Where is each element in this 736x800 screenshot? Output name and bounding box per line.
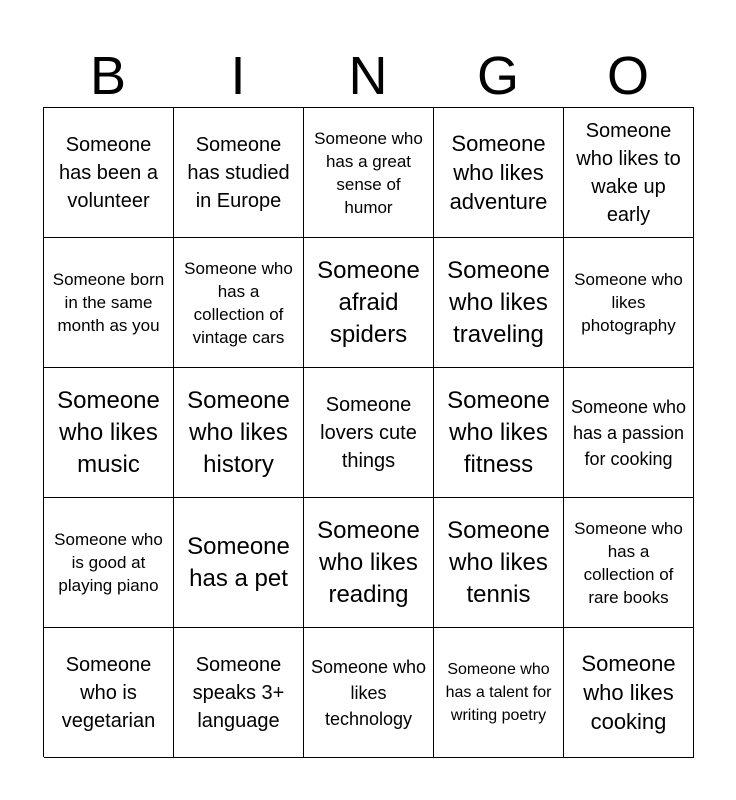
bingo-cell[interactable]	[434, 628, 564, 758]
cell-text: Someone speaks 3+ language	[192, 653, 285, 732]
bingo-cell[interactable]	[564, 368, 694, 498]
cell-text: Someone who likes technology	[310, 656, 427, 729]
cell-text: Someone who likes history	[187, 386, 290, 478]
cell-text: Someone who likes traveling	[447, 256, 550, 348]
bingo-cell[interactable]	[174, 628, 304, 758]
cell-text: Someone who has a talent for writing poetry	[445, 661, 552, 724]
bingo-cell[interactable]	[44, 238, 174, 368]
bingo-cell[interactable]	[44, 368, 174, 498]
cell-text: Someone who likes reading	[317, 516, 420, 608]
cell-text: Someone who has a passion for cooking	[570, 396, 687, 469]
bingo-cell[interactable]	[434, 498, 564, 628]
cell-text: Someone has been a volunteer	[59, 133, 158, 212]
bingo-cell[interactable]	[174, 368, 304, 498]
cell-text: Someone who likes to wake up early	[576, 119, 681, 226]
cell-text: Someone has a pet	[187, 532, 290, 592]
bingo-cell[interactable]	[174, 238, 304, 368]
cell-text: Someone has studied in Europe	[187, 133, 290, 212]
bingo-cell[interactable]	[564, 108, 694, 238]
cell-text: Someone who likes music	[57, 386, 160, 478]
bingo-cell[interactable]	[44, 628, 174, 758]
header-letter-o: O	[606, 46, 649, 106]
bingo-header	[43, 46, 693, 106]
bingo-cell[interactable]	[564, 238, 694, 368]
bingo-cell[interactable]	[174, 498, 304, 628]
cell-text: Someone who likes tennis	[447, 516, 550, 608]
cell-text: Someone who is good at playing piano	[54, 530, 163, 595]
cell-text: Someone who has a collection of vintage cars	[184, 258, 293, 347]
bingo-cell[interactable]	[44, 498, 174, 628]
cell-text: Someone afraid spiders	[317, 256, 420, 348]
cell-text: Someone who has a collection of rare books	[574, 518, 683, 607]
bingo-board	[43, 107, 694, 757]
bingo-cell[interactable]	[174, 108, 304, 238]
cell-text: Someone who is vegetarian	[61, 653, 156, 732]
bingo-cell[interactable]	[44, 108, 174, 238]
bingo-cell[interactable]	[304, 238, 434, 368]
header-letter-g: G	[476, 46, 519, 106]
cell-text: Someone who has a great sense of humor	[314, 128, 423, 217]
bingo-cell[interactable]	[304, 108, 434, 238]
bingo-cell[interactable]	[304, 498, 434, 628]
cell-text: Someone born in the same month as you	[52, 270, 165, 335]
header-letter-i: I	[230, 46, 246, 106]
bingo-cell[interactable]	[564, 628, 694, 758]
cell-text: Someone who likes adventure	[449, 131, 548, 214]
bingo-cell[interactable]	[304, 368, 434, 498]
bingo-cell[interactable]	[564, 498, 694, 628]
cell-text: Someone lovers cute things	[320, 393, 417, 472]
cell-text: Someone who likes fitness	[447, 386, 550, 478]
header-letter-b: B	[89, 46, 127, 106]
bingo-cell[interactable]	[304, 628, 434, 758]
bingo-cell[interactable]	[434, 368, 564, 498]
cell-text: Someone who likes cooking	[581, 651, 676, 734]
bingo-cell[interactable]	[434, 238, 564, 368]
header-letter-n: N	[348, 46, 388, 106]
cell-text: Someone who likes photography	[574, 270, 683, 335]
bingo-cell[interactable]	[434, 108, 564, 238]
